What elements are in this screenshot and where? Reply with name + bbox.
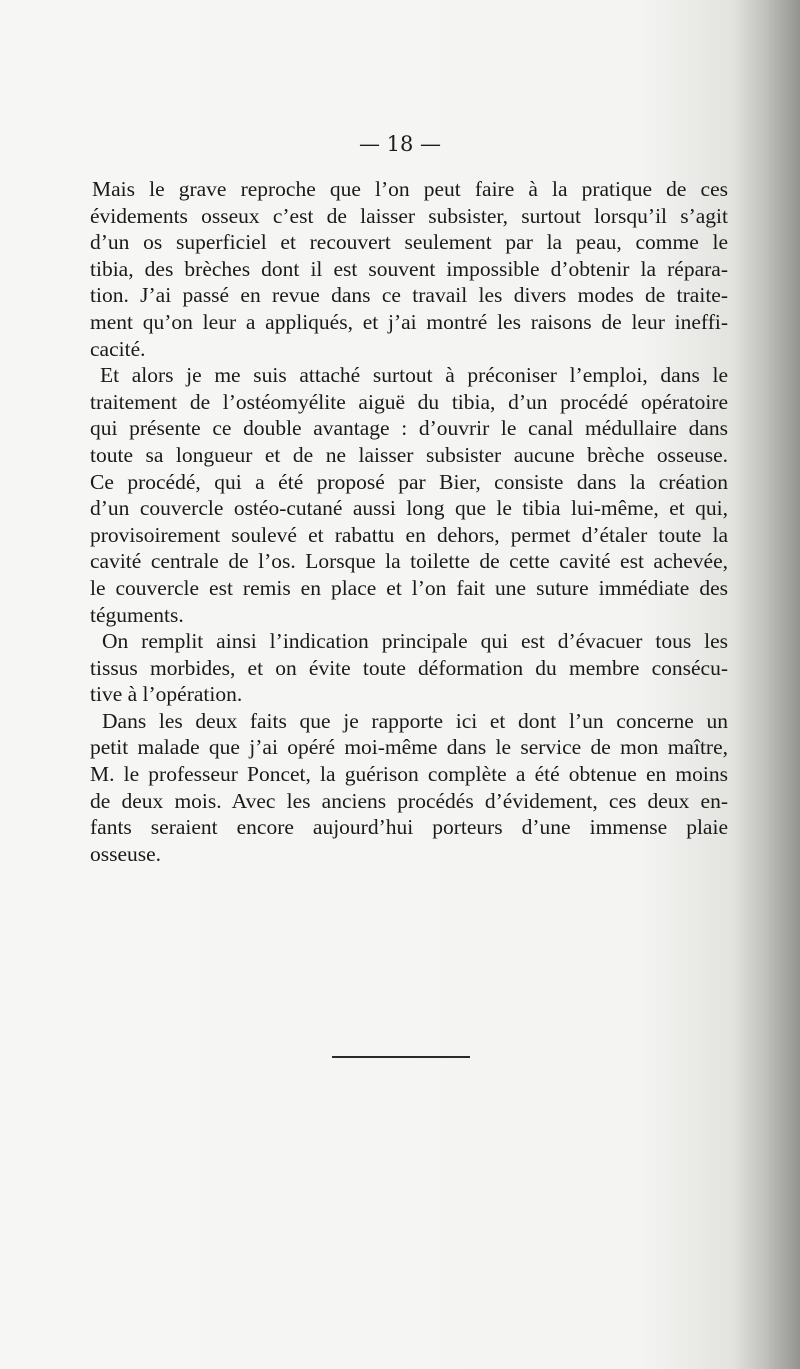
- paragraph-2: [92, 362, 728, 628]
- text-line: évidements osseux c’est de laisser subsister, surtout lorsqu’il s’agit: [90, 203, 728, 228]
- text-line: qui présente ce double avantage : d’ouvrir le canal médullaire dans: [90, 416, 728, 441]
- text-line: Ce procédé, qui a été proposé par Bier, consiste dans la création: [90, 469, 728, 494]
- text-line: tive à l’opération.: [90, 682, 243, 707]
- text-line: osseuse.: [90, 841, 162, 866]
- binding-shadow: [730, 0, 800, 1369]
- paragraph-1: [92, 176, 728, 362]
- text-line: On remplit ainsi l’indication principale qui est d’évacuer tous les: [102, 629, 728, 654]
- text-line: ment qu’on leur a appliqués, et j’ai montré les raisons de leur ineffi-: [90, 309, 728, 334]
- section-divider: [332, 1056, 470, 1058]
- text-line: tissus morbides, et on évite toute déformation du membre consécu-: [90, 655, 728, 680]
- text-line: tibia, des brèches dont il est souvent impossible d’obtenir la répara-: [90, 256, 728, 281]
- text-line: Et alors je me suis attaché surtout à préconiser l’emploi, dans le: [100, 363, 728, 388]
- text-line: téguments.: [90, 602, 184, 627]
- text-line: cavité centrale de l’os. Lorsque la toilette de cette cavité est achevée,: [90, 549, 728, 574]
- text-line: cacité.: [90, 336, 146, 361]
- text-line: de deux mois. Avec les anciens procédés d’évidement, ces deux en-: [90, 788, 728, 813]
- body-text: [92, 176, 728, 867]
- text-line: petit malade que j’ai opéré moi-même dans le service de mon maître,: [90, 735, 728, 760]
- text-line: provisoirement soulevé et rabattu en dehors, permet d’étaler toute la: [90, 522, 728, 547]
- text-line: M. le professeur Poncet, la guérison complète a été obtenue en moins: [90, 762, 728, 787]
- text-line: fants seraient encore aujourd’hui porteurs d’une immense plaie: [90, 815, 728, 840]
- paragraph-4: [92, 708, 728, 868]
- text-line: d’un couvercle ostéo-cutané aussi long que le tibia lui-même, et qui,: [90, 496, 728, 521]
- paragraph-3: [92, 628, 728, 708]
- text-line: d’un os superficiel et recouvert seulement par la peau, comme le: [90, 230, 728, 255]
- text-line: Dans les deux faits que je rapporte ici et dont l’un concerne un: [102, 708, 728, 733]
- text-line: Mais le grave reproche que l’on peut faire à la pratique de ces: [92, 177, 728, 201]
- text-line: toute sa longueur et de ne laisser subsister aucune brèche osseuse.: [90, 442, 728, 467]
- text-line: tion. J’ai passé en revue dans ce travail les divers modes de traite-: [90, 283, 728, 308]
- page-number: — 18 —: [358, 132, 442, 156]
- text-line: le couvercle est remis en place et l’on fait une suture immédiate des: [90, 575, 728, 600]
- text-line: traitement de l’ostéomyélite aiguë du tibia, d’un procédé opératoire: [90, 389, 728, 414]
